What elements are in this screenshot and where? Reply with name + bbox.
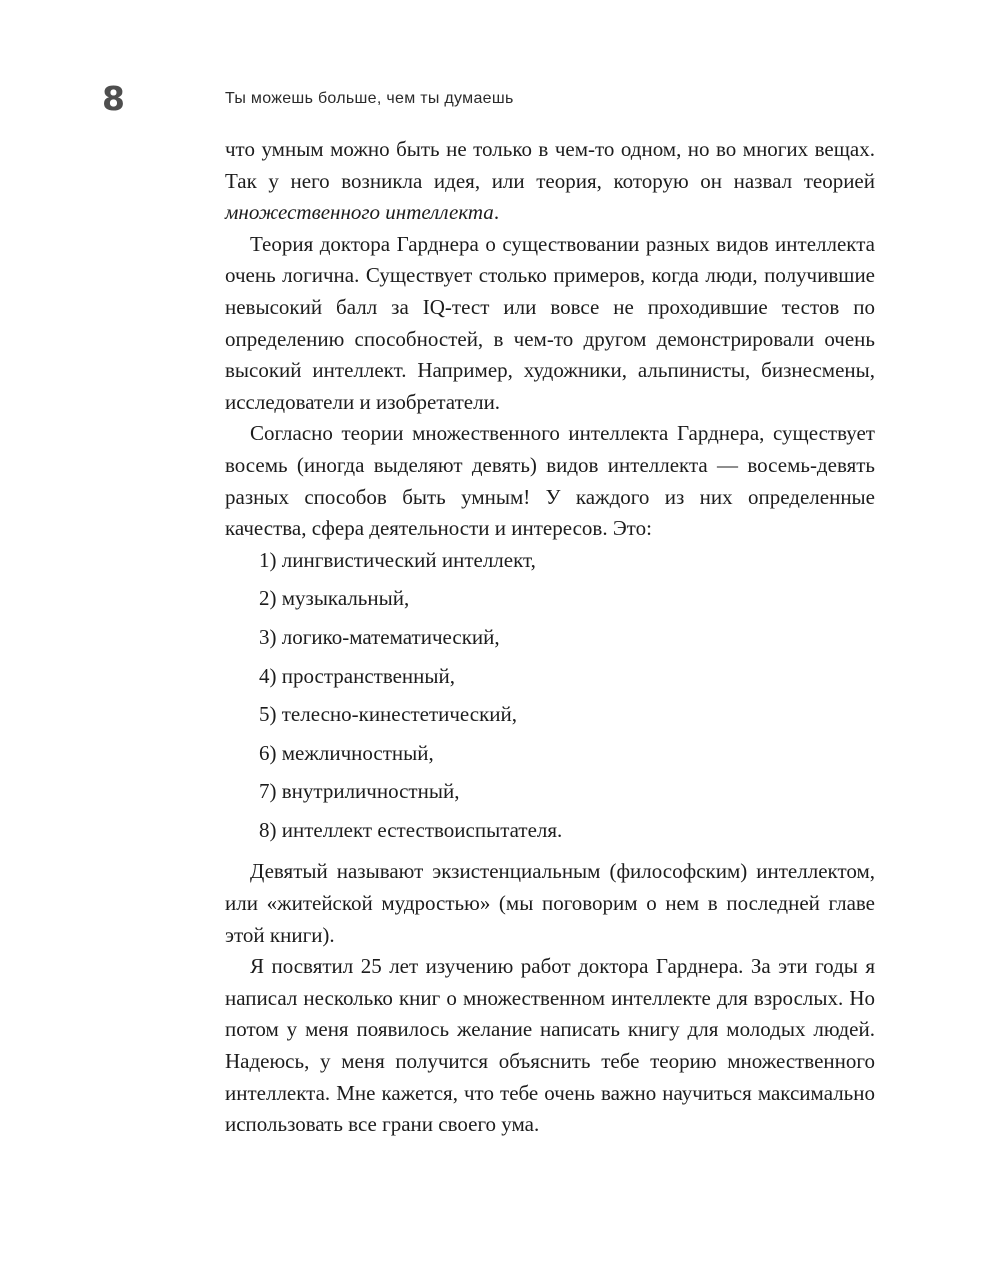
paragraph-ninth-intelligence: Девятый называют экзистенциальным (философским) интеллектом, или «житейской мудростью» (мы поговорим о нем в последней главе этой книги). [225, 859, 875, 947]
list-item-musical: 2) музыкальный, [259, 586, 410, 611]
list-item-interpersonal: 6) межличностный, [259, 740, 434, 765]
paragraph-gardner-theory: Теория доктора Гарднера о существовании разных видов интеллекта очень логична. Существует столько примеров, когда люди, получившие невысокий балл за IQ-тест или вовсе не проходившие тестов по определению способностей, в чем-то другом демонстрировали очень высокий интеллект. Например, художники, альпинисты, бизнесмены, исследователи и изобретатели. [225, 231, 875, 414]
paragraph-eight-intelligences: Согласно теории множественного интеллекта Гарднера, существует восемь (иногда выделяют девять) видов интеллекта — восемь-девять разных способов быть умным! У каждого из них определенные качества, сфера деятельности и интересов. Это: [225, 421, 875, 541]
paragraph-idea-theory-italic-term: множественного интеллекта [225, 200, 494, 225]
list-item-intrapersonal: 7) внутриличностный, [259, 779, 460, 804]
text-column [225, 134, 875, 1141]
running-title: Ты можешь больше, чем ты думаешь [225, 90, 514, 107]
paragraph-idea-theory-tail: . [493, 200, 500, 225]
paragraph-idea-theory [225, 134, 875, 229]
paragraph-idea-theory-text: что умным можно быть не только в чем-то одном, но во многих вещах. Так у него возникла идея, или теория, которую он назвал теорией [225, 137, 875, 193]
intelligence-list [225, 545, 875, 847]
list-item-kinesthetic: 5) телесно-кинестетический, [259, 702, 518, 727]
list-item-spatial: 4) пространственный, [259, 663, 456, 688]
list-item-linguistic: 1) лингвистический интеллект, [259, 547, 536, 572]
paragraph-author-dedication: Я посвятил 25 лет изучению работ доктора Гарднера. За эти годы я написал несколько книг о множественном интеллекте для взрослых. Но потом у меня появилось желание написать книгу для молодых людей. Надеюсь, у меня получится объяснить тебе теорию множественного интеллекта. Мне кажется, что тебе очень важно научиться максимально использовать все грани своего ума. [225, 954, 875, 1137]
list-item-logical: 3) логико-математический, [259, 624, 500, 649]
list-item-naturalist: 8) интеллект естествоиспытателя. [259, 817, 563, 842]
page-number: 8 [102, 79, 125, 118]
